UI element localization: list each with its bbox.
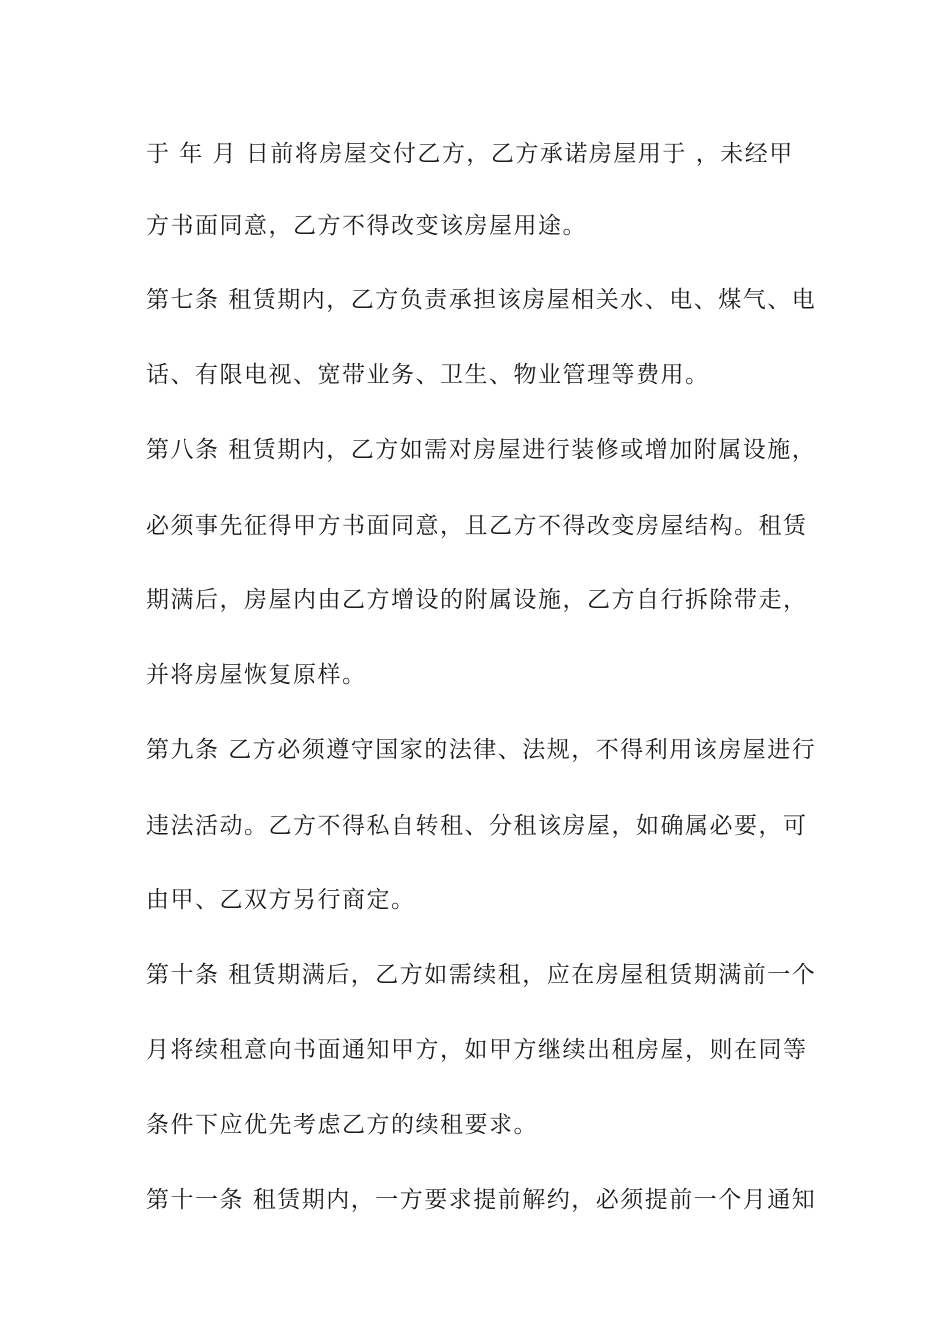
- clause-7-line: 第七条 租赁期内，乙方负责承担该房屋相关水、电、煤气、电: [146, 287, 817, 313]
- text-line: 于 年 月 日前将房屋交付乙方，乙方承诺房屋用于 ，未经甲: [146, 141, 794, 167]
- clause-9-line: 第九条 乙方必须遵守国家的法律、法规，不得利用该房屋进行: [146, 737, 817, 763]
- text-line: 违法活动。乙方不得私自转租、分租该房屋，如确属必要，可: [146, 813, 808, 839]
- text-line: 由甲、乙双方另行商定。: [146, 887, 416, 913]
- text-line: 必须事先征得甲方书面同意，且乙方不得改变房屋结构。租赁: [146, 513, 808, 539]
- clause-10-line: 第十条 租赁期满后，乙方如需续租，应在房屋租赁期满前一个: [146, 962, 817, 988]
- text-line: 条件下应优先考虑乙方的续租要求。: [146, 1112, 538, 1138]
- clause-11-line: 第十一条 租赁期内，一方要求提前解约，必须提前一个月通知: [146, 1187, 817, 1213]
- text-line: 月将续租意向书面通知甲方，如甲方继续出租房屋，则在同等: [146, 1037, 808, 1063]
- text-line: 方书面同意，乙方不得改变该房屋用途。: [146, 213, 587, 239]
- text-line: 期满后，房屋内由乙方增设的附属设施，乙方自行拆除带走，: [146, 587, 808, 613]
- clause-8-line: 第八条 租赁期内，乙方如需对房屋进行装修或增加附属设施，: [146, 437, 817, 463]
- text-line: 并将房屋恢复原样。: [146, 662, 367, 688]
- text-line: 话、有限电视、宽带业务、卫生、物业管理等费用。: [146, 362, 710, 388]
